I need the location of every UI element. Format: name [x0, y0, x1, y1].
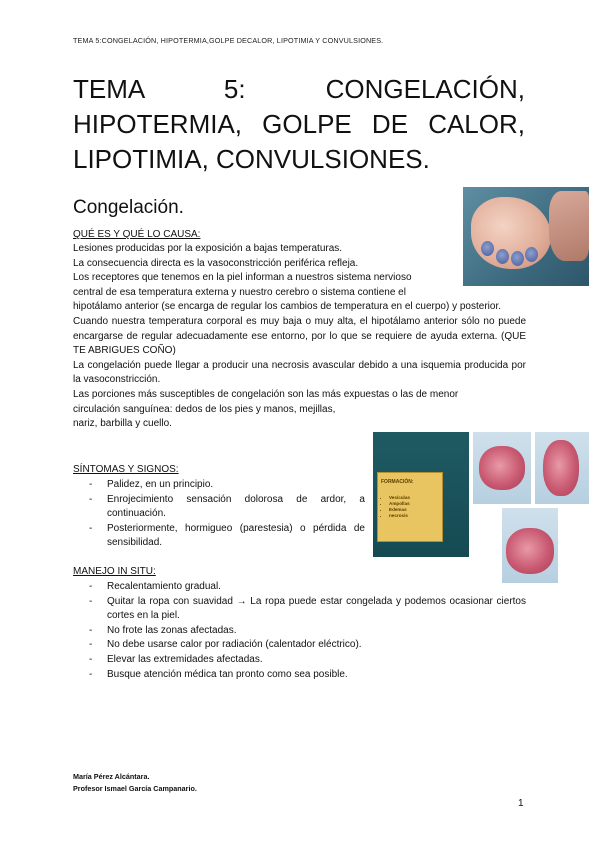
- list-item: - Enrojecimiento sensación dolorosa de ardor, a continuación.: [73, 493, 365, 522]
- sintomas-list-wrap: [73, 478, 365, 551]
- formation-slide: [373, 432, 469, 557]
- professor-name: Profesor Ismael García Campanario.: [73, 784, 197, 793]
- list-item: - No frote las zonas afectadas.: [73, 624, 526, 639]
- text-paragraph: Cuando nuestra temperatura corporal es muy baja o muy alta, el hipotálamo anterior sólo no puede encargarse de regular adecuadamente ese entorno, por lo que se requiere de ayuda externa. (QUE TE ABRIGUES COÑO): [73, 315, 526, 357]
- foot-shape: [479, 446, 525, 490]
- blistered-foot-photo-2: [535, 432, 589, 504]
- blistered-foot-photo-3: [502, 508, 558, 583]
- text-paragraph: hipotálamo anterior (se encarga de regular los cambios de temperatura en el cuerpo) y posterior.: [73, 301, 502, 313]
- toe-mark: [525, 247, 538, 262]
- heading-sintomas: SÍNTOMAS Y SIGNOS:: [73, 464, 179, 475]
- running-header: TEMA 5:CONGELACIÓN, HIPOTERMIA,GOLPE DECALOR, LIPOTIMIA Y CONVULSIONES.: [73, 36, 384, 45]
- heading-manejo: MANEJO IN SITU:: [73, 566, 156, 577]
- text-paragraph: La congelación puede llegar a producir una necrosis avascular debido a una isquemia producida por la vasoconstricción.: [73, 359, 526, 386]
- text-line: Los receptores que tenemos en la piel informan a nuestros sistema nervioso: [73, 272, 412, 284]
- section-title: Congelación.: [73, 197, 184, 218]
- list-item: - Palidez, en un principio.: [73, 478, 365, 493]
- page-number: 1: [518, 798, 524, 809]
- list-item: - Recalentamiento gradual.: [73, 580, 526, 595]
- formation-item: • Ampollas: [389, 501, 410, 507]
- manejo-list-wrap: [73, 580, 526, 682]
- list-item: - Quitar la ropa con suavidad → La ropa puede estar congelada y podemos ocasionar ciertos cortes en la piel.: [73, 595, 526, 624]
- list-item: - No debe usarse calor por radiación (calentador eléctrico).: [73, 638, 526, 653]
- text-line: circulación sanguínea: dedos de los pies y manos, mejillas,: [73, 403, 336, 415]
- document-title: TEMA 5: CONGELACIÓN, HIPOTERMIA, GOLPE DE CALOR, LIPOTIMIA, CONVULSIONES.: [73, 74, 525, 174]
- formation-item: • Vesículas: [389, 495, 410, 501]
- text-line: central de esa temperatura externa y nuestro cerebro o sistema contiene el: [73, 286, 406, 298]
- text-line: nariz, barbilla y cuello.: [73, 418, 172, 430]
- text-paragraph: Las porciones más susceptibles de congelación son las más expuestas o las de menor: [73, 388, 459, 400]
- list-item: - Busque atención médica tan pronto como sea posible.: [73, 668, 526, 683]
- formation-item: • necrosis: [389, 513, 410, 519]
- formation-list: [382, 495, 410, 519]
- list-item: - Posteriormente, hormigueo (parestesia) o pérdida de sensibilidad.: [73, 522, 365, 551]
- blistered-foot-photo-1: [473, 432, 531, 504]
- text-line: Lesiones producidas por la exposición a bajas temperaturas.: [73, 243, 343, 254]
- hand-shape: [549, 191, 589, 261]
- formation-box: [377, 472, 443, 542]
- formation-item: • Edemas: [389, 507, 410, 513]
- manejo-list: [73, 580, 526, 682]
- formation-title: FORMACIÓN:: [381, 479, 414, 485]
- que-es-text: [73, 242, 526, 432]
- list-item: - Elevar las extremidades afectadas.: [73, 653, 526, 668]
- text-line: La consecuencia directa es la vasoconstricción periférica refleja.: [73, 257, 359, 269]
- sintomas-list: [73, 478, 365, 551]
- heading-que-es: QUÉ ES Y QUÉ LO CAUSA:: [73, 229, 201, 240]
- foot-shape: [506, 528, 554, 574]
- author-name: María Pérez Alcántara.: [73, 772, 150, 781]
- foot-shape: [543, 440, 579, 496]
